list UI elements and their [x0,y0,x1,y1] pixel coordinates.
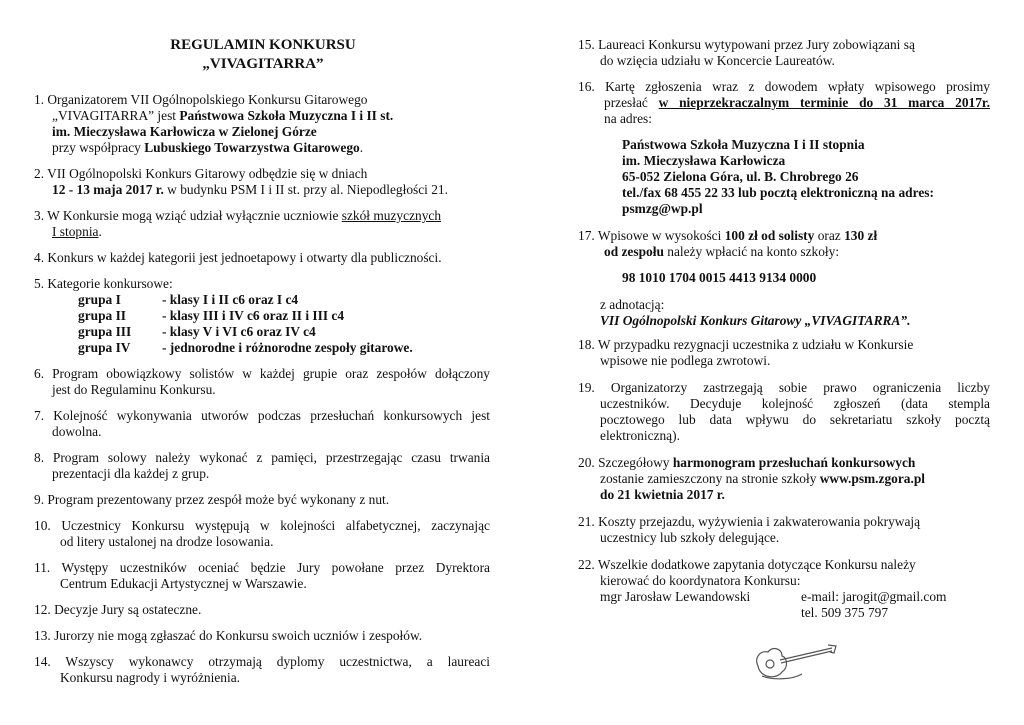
group-name: grupa II [78,308,126,323]
p19-line1: 19. Organizatorzy zastrzegają sobie prawo ograniczenia liczby [578,380,990,395]
p14-line2: Konkursu nagrody i wyróżnienia. [60,670,240,685]
p9: 9. Program prezentowany przez zespół może być wykonany z nut. [34,492,390,507]
group-desc: - klasy I i II c6 oraz I c4 [162,292,299,307]
p14-line1: 14. Wszyscy wykonawcy otrzymają dyplomy uczestnictwa, a laureaci [34,654,490,669]
group-desc: - klasy V i VI c6 oraz IV c4 [162,324,316,339]
p20-line1: 20. Szczegółowy harmonogram przesłuchań konkursowych [578,455,916,470]
coordinator-phone: tel. 509 375 797 [801,605,889,620]
p2-line2: 12 - 13 maja 2017 r. w budynku PSM I i II st. przy al. Niepodległości 21. [52,182,448,197]
p22-line2: kierować do koordynatora Konkursu: [600,573,801,588]
p12: 12. Decyzje Jury są ostateczne. [34,602,202,617]
guitar-icon [752,636,838,682]
group-name: grupa III [78,324,132,339]
title-line2: „VIVAGITARRA” [202,56,324,72]
p5-head: 5. Kategorie konkursowe: [34,276,173,291]
p1-line3: im. Mieczysława Karłowicza w Zielonej Górze [52,124,317,139]
website-link[interactable]: www.psm.zgora.pl [819,471,926,486]
p19-line2: uczestników. Decyduje kolejność zgłoszeń (data stempla [600,396,990,411]
p15-line1: 15. Laureaci Konkursu wytypowani przez Jury zobowiązani są [578,37,915,52]
p7-line1: 7. Kolejność wykonywania utworów podczas przesłuchań konkursowych jest [34,408,490,423]
p1-line1: 1. Organizatorem VII Ogólnopolskiego Konkursu Gitarowego [34,92,368,107]
email-address[interactable]: psmzg@wp.pl [622,201,703,216]
p19-line4: elektroniczną). [600,428,680,443]
p20-line3: do 21 kwietnia 2017 r. [600,487,725,502]
p1-line4: przy współpracy Lubuskiego Towarzystwa Gitarowego. [52,140,364,155]
p17-line1: 17. Wpisowe w wysokości 100 zł od solisty oraz 130 zł [578,228,878,243]
p21-line1: 21. Koszty przejazdu, wyżywienia i zakwaterowania pokrywają [578,514,921,529]
p13: 13. Jurorzy nie mogą zgłaszać do Konkursu swoich uczniów i zespołów. [34,628,423,643]
p6-line2: jest do Regulaminu Konkursu. [52,382,216,397]
p20-line2: zostanie zamieszczony na stronie szkoły www.psm.zgora.pl [600,471,926,486]
p4: 4. Konkurs w każdej kategorii jest jednoetapowy i otwarty dla publiczności. [34,250,442,265]
p10-line1: 10. Uczestnicy Konkursu występują w kolejności alfabetycznej, zaczynając [34,518,490,533]
group-desc: - klasy III i IV c6 oraz II i III c4 [162,308,345,323]
p19-line3: pocztowego lub data wpływu do sekretariatu szkoły pocztą [600,412,990,427]
p1-line2: „VIVAGITARRA” jest Państwowa Szkoła Muzyczna I i II st. [52,108,394,123]
p16-line2: przesłać w nieprzekraczalnym terminie do 31 marca 2017r. [604,95,990,110]
title-line1: REGULAMIN KONKURSU [170,37,356,53]
coordinator-name: mgr Jarosław Lewandowski [600,589,751,604]
group-desc: - jednorodne i różnorodne zespoły gitarowe. [162,340,413,355]
p18-line2: wpisowe nie podlega zwrotowi. [600,353,771,368]
address-line: im. Mieczysława Karłowicza [622,153,786,168]
p6-line1: 6. Program obowiązkowy solistów w każdej grupie oraz zespołów dołączony [34,366,490,381]
p10-line2: od litery ustalonej na drodze losowania. [60,534,274,549]
p8-line2: prezentacji dla każdej z grup. [52,466,210,481]
p22-line1: 22. Wszelkie dodatkowe zapytania dotyczące Konkursu należy [578,557,916,572]
address-line: Państwowa Szkoła Muzyczna I i II stopnia [622,137,865,152]
p17-note: z adnotacją: [600,297,665,312]
p16-line3: na adres: [604,111,652,126]
p15-line2: do wzięcia udziału w Koncercie Laureatów. [600,53,835,68]
group-name: grupa I [78,292,121,307]
address-line: 65-052 Zielona Góra, ul. B. Chrobrego 26 [622,169,859,184]
p18-line1: 18. W przypadku rezygnacji uczestnika z udziału w Konkursie [578,337,914,352]
p16-line1: 16. Kartę zgłoszenia wraz z dowodem wpłaty wpisowego prosimy [578,79,990,94]
bank-account: 98 1010 1704 0015 4413 9134 0000 [622,270,817,285]
p11-line2: Centrum Edukacji Artystycznej w Warszawie. [60,576,307,591]
p11-line1: 11. Występy uczestników oceniać będzie Jury powołane przez Dyrektora [34,560,490,575]
address-line: tel./fax 68 455 22 33 lub pocztą elektroniczną na adres: [622,185,934,200]
group-name: grupa IV [78,340,131,355]
p17-reference: VII Ogólnopolski Konkurs Gitarowy „VIVAGITARRA”. [600,313,911,328]
p3-line1: 3. W Konkursie mogą wziąć udział wyłącznie uczniowie szkół muzycznych [34,208,442,223]
coordinator-email[interactable]: e-mail: jarogit@gmail.com [801,589,947,604]
p21-line2: uczestnicy lub szkoły delegujące. [600,530,780,545]
p8-line1: 8. Program solowy należy wykonać z pamięci, przestrzegając czasu trwania [34,450,490,465]
p3-line2: I stopnia. [52,224,102,239]
p7-line2: dowolna. [52,424,102,439]
p2-line1: 2. VII Ogólnopolski Konkurs Gitarowy odbędzie się w dniach [34,166,368,181]
p17-line2: od zespołu należy wpłacić na konto szkoły: [604,244,840,259]
